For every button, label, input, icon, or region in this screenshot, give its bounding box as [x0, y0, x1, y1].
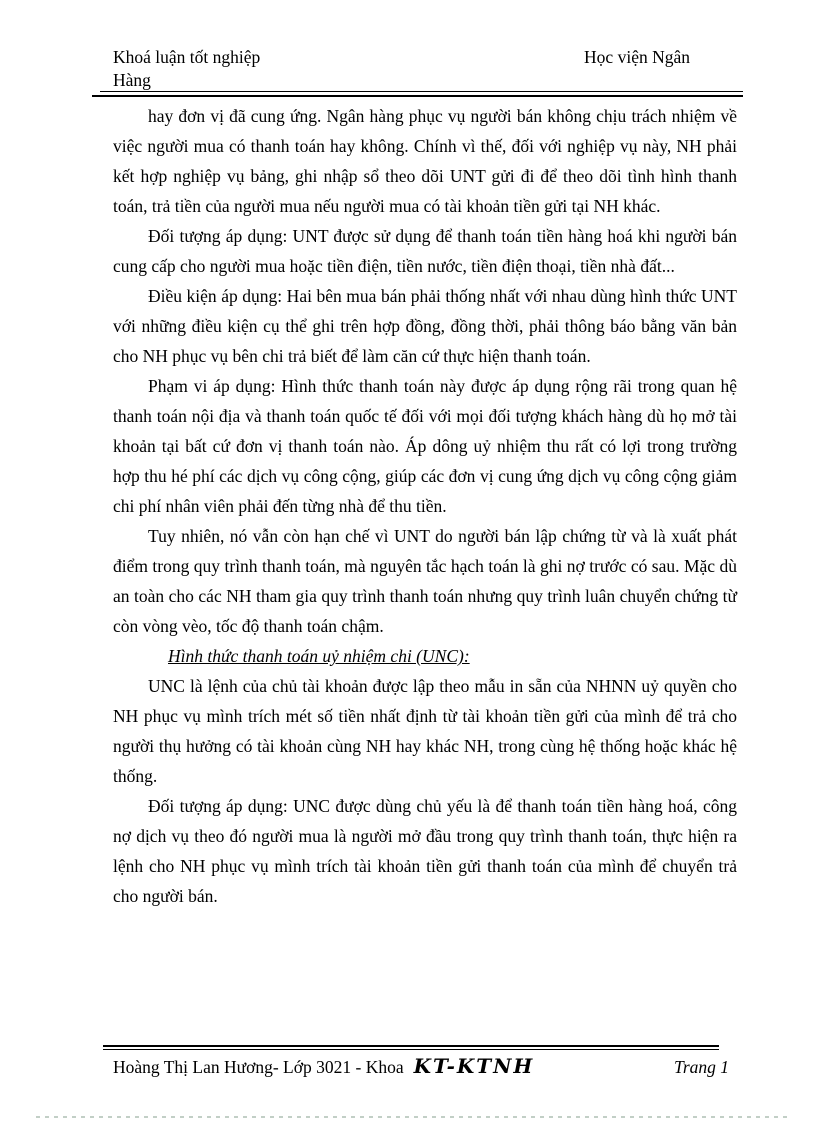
header-title-left: Khoá luận tốt nghiệp — [113, 47, 261, 67]
paragraph: Đối tượng áp dụng: UNC được dùng chủ yếu là để thanh toán tiền hàng hoá, công nợ dịch vụ theo đó người mua là người mở đầu trong quy trình thanh toán, thực hiện ra lệnh cho NH phục vụ mình trích tài khoản tiền gửi thanh toán của mình để chuyển trả cho người bán. — [113, 796, 737, 906]
document-body — [113, 101, 737, 911]
page-header — [113, 46, 737, 92]
header-institution: Học viện Ngân — [584, 47, 690, 67]
paragraph: Đối tượng áp dụng: UNT được sử dụng để thanh toán tiền hàng hoá khi người bán cung cấp cho người mua hoặc tiền điện, tiền nước, tiền điện thoại, tiền nhà đất... — [113, 226, 737, 276]
paragraph: Phạm vi áp dụng: Hình thức thanh toán này được áp dụng rộng rãi trong quan hệ thanh toán nội địa và thanh toán quốc tế đối với mọi đối tượng khách hàng dù họ mở tài khoản tại bất cứ đơn vị thanh toán nào. Áp dông uỷ nhiệm thu rất có lợi trong trường hợp thu hé phí các dịch vụ công cộng, giúp các đơn vị cung ứng dịch vụ công cộng giảm chi phí nhân viên phải đến từng nhà để thu tiền. — [113, 376, 737, 516]
paragraph: hay đơn vị đã cung ứng. Ngân hàng phục vụ người bán không chịu trách nhiệm về việc người mua có thanh toán hay không. Chính vì thế, đối với nghiệp vụ này, NH phải kết hợp nghiệp vụ bảng, ghi nhập sổ theo dõi UNT gửi đi để theo dõi tình hình thanh toán, trả tiền của người mua nếu người mua có tài khoản tiền gửi tại NH khác. — [113, 106, 737, 216]
header-rule-thick — [92, 95, 743, 97]
footer-author-group — [113, 1053, 534, 1080]
paragraph: UNC là lệnh của chủ tài khoản được lập theo mẫu in sẵn của NHNN uỷ quyền cho NH phục vụ mình trích mét số tiền nhất định từ tài khoản tiền gửi của mình để trả cho người thụ hưởng có tài khoản cùng NH hay khác NH, trong cùng hệ thống hoặc khác hệ thống. — [113, 676, 737, 786]
page-footer — [113, 1053, 729, 1080]
section-heading-unc: Hình thức thanh toán uỷ nhiệm chi (UNC): — [168, 646, 470, 666]
page-break-marker — [36, 1116, 788, 1118]
footer-faculty-script: KT-KTNH — [413, 1054, 535, 1078]
paragraph: Điều kiện áp dụng: Hai bên mua bán phải thống nhất với nhau dùng hình thức UNT với những điều kiện cụ thể ghi trên hợp đồng, đồng thời, phải thông báo bằng văn bản cho NH phục vụ bên chi trả biết để làm căn cứ thực hiện thanh toán. — [113, 286, 737, 366]
paragraph: Tuy nhiên, nó vẫn còn hạn chế vì UNT do người bán lập chứng từ và là xuất phát điểm trong quy trình thanh toán, mà nguyên tắc hạch toán là ghi nợ trước có sau. Mặc dù an toàn cho các NH tham gia quy trình thanh toán nhưng quy trình luân chuyển chứng từ còn vòng vèo, tốc độ thanh toán chậm. — [113, 526, 737, 636]
header-rule-thin — [100, 91, 743, 92]
header-row — [113, 46, 737, 69]
footer-rule-thin — [103, 1049, 719, 1050]
footer-rule-thick — [103, 1045, 719, 1047]
header-institution-wrap: Hàng — [113, 70, 151, 90]
footer-page-number: Trang 1 — [674, 1057, 729, 1077]
footer-author: Hoàng Thị Lan Hương- Lớp 3021 - Khoa — [113, 1057, 404, 1077]
